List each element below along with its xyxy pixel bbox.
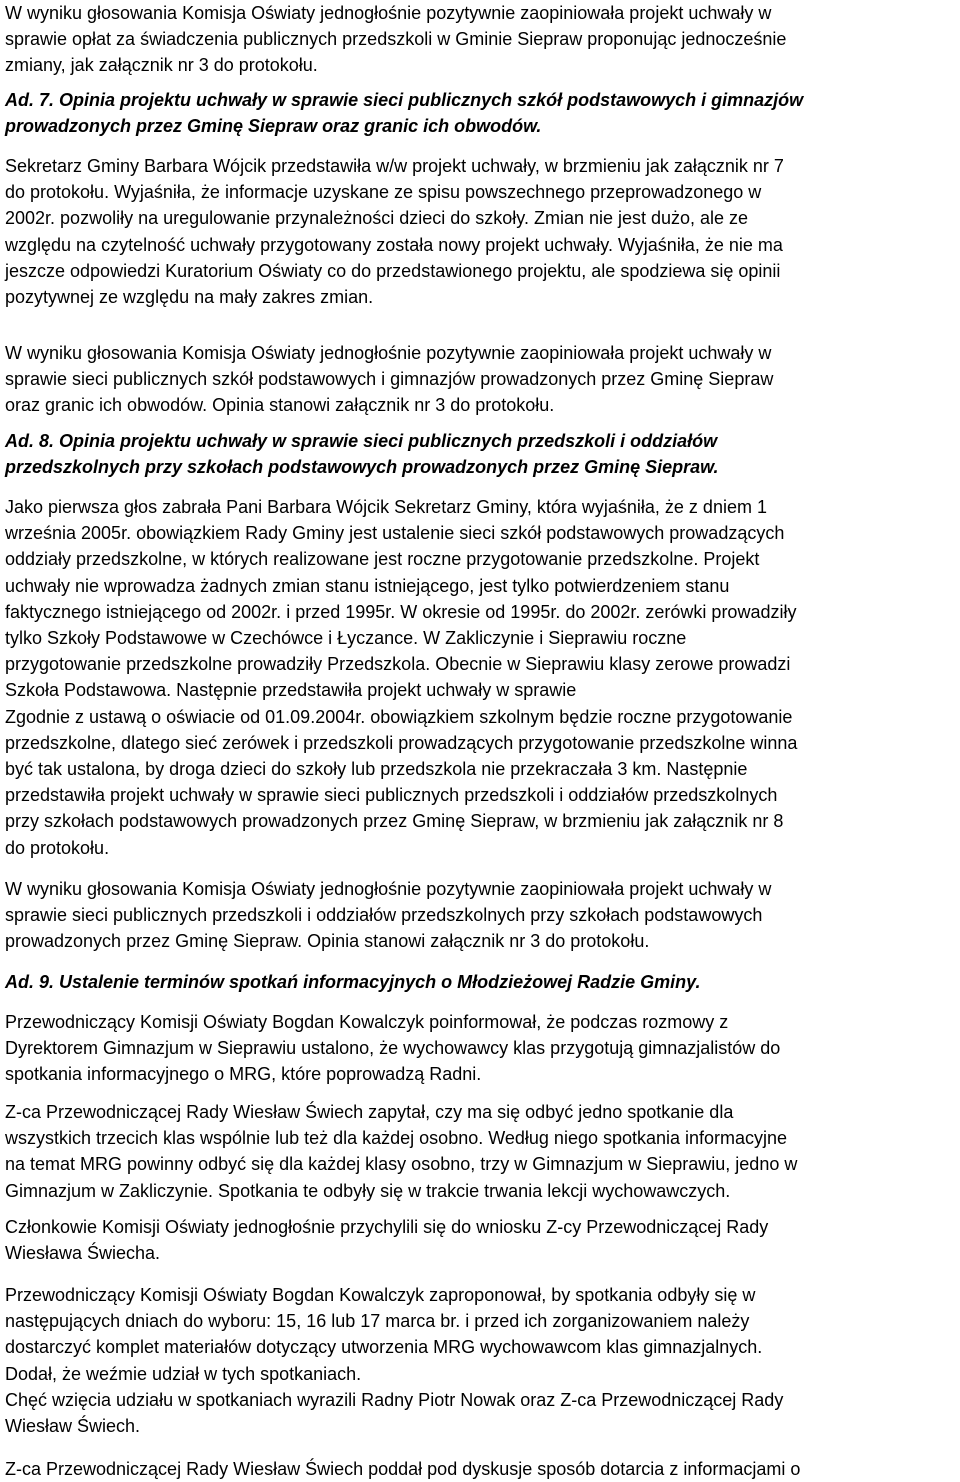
text-line: Dyrektorem Gimnazjum w Sieprawiu ustalono, że wychowawcy klas przygotują gimnazjalistów do [5,1038,781,1059]
text-line: Z-ca Przewodniczącej Rady Wiesław Świech zapytał, czy ma się odbyć jedno spotkanie dla [5,1102,734,1122]
text-line: Przewodniczący Komisji Oświaty Bogdan Kowalczyk zaproponował, by spotkania odbyły się w [5,1285,756,1305]
text-line: tylko Szkoły Podstawowe w Czechówce i Łyczance. W Zakliczynie i Sieprawiu roczne [5,628,687,649]
text-line: Z-ca Przewodniczącej Rady Wiesław Świech poddał pod dyskusje sposób dotarcia z informacjami o [5,1459,801,1479]
paragraph-ad6-vote-result [5,0,958,79]
text-line: Wiesław Świech. [5,1416,141,1437]
section-heading-ad7 [5,87,958,139]
section-heading-ad8 [5,428,958,480]
text-line: jeszcze odpowiedzi Kuratorium Oświaty co do przedstawionego projektu, ale spodziewa się opinii [5,260,781,281]
text-line: do protokołu. Wyjaśniła, że informacje uzyskane ze spisu powszechnego przeprowadzonego w [5,182,762,203]
text-line: W wyniku głosowania Komisja Oświaty jednogłośnie pozytywnie zaopiniowała projekt uchwały w [5,3,772,23]
text-line: września 2005r. obowiązkiem Rady Gminy jest ustalenie sieci szkół podstawowych prowadzących [5,523,785,544]
text-line: pozytywnej ze względu na mały zakres zmian. [5,287,374,308]
text-line: W wyniku głosowania Komisja Oświaty jednogłośnie pozytywnie zaopiniowała projekt uchwały w [5,343,772,363]
paragraph-ad9-question [5,1099,958,1204]
text-line: przygotowanie przedszkolne prowadziły Przedszkola. Obecnie w Sieprawiu klasy zerowe prowadzi [5,654,791,675]
text-line: Szkoła Podstawowa. Następnie przedstawiła projekt uchwały w sprawie [5,680,577,701]
text-line: przedszkolne, dlatego sieć zerówek i przedszkoli prowadzących przygotowanie przedszkolne winna [5,732,798,753]
paragraph-ad7-vote-result [5,340,958,419]
paragraph-ad8-vote-result [5,876,958,955]
text-line: W wyniku głosowania Komisja Oświaty jednogłośnie pozytywnie zaopiniowała projekt uchwały w [5,879,772,899]
section-heading-ad9 [5,969,958,995]
heading-line: Ad. 8. Opinia projektu uchwały w sprawie sieci publicznych przedszkoli i oddziałów [5,431,718,451]
text-line: 2002r. pozwoliły na uregulowanie przynależności dzieci do szkoły. Zmian nie jest dużo, ale ze [5,208,749,229]
text-line: Chęć wzięcia udziału w spotkaniach wyrazili Radny Piotr Nowak oraz Z-ca Przewodniczącej Rady [5,1389,784,1410]
text-line: oddziały przedszkolne, w których realizowane jest roczne przygotowanie przedszkolne. Projekt [5,549,760,570]
text-line: zmiany, jak załącznik nr 3 do protokołu. [5,55,318,76]
paragraph-ad7-body [5,153,958,310]
text-line: Przewodniczący Komisji Oświaty Bogdan Kowalczyk poinformował, że podczas rozmowy z [5,1012,729,1032]
text-line: na temat MRG powinny odbyć się dla każdej klasy osobno, trzy w Gimnazjum w Sieprawiu, jedno w [5,1154,798,1175]
text-line: Jako pierwsza głos zabrała Pani Barbara Wójcik Sekretarz Gminy, która wyjaśniła, że z dniem 1 [5,497,767,517]
heading-line: przedszkolnych przy szkołach podstawowych prowadzonych przez Gminę Siepraw. [5,457,719,478]
text-line: być tak ustalona, by droga dzieci do szkoły lub przedszkola nie przekraczała 3 km. Następnie [5,759,748,780]
text-line: sprawie sieci publicznych przedszkoli i oddziałów przedszkolnych przy szkołach podstawowych [5,905,763,926]
text-line: przy szkołach podstawowych prowadzonych przez Gminę Siepraw, w brzmieniu jak załącznik nr 8 [5,811,784,832]
paragraph-ad9-info [5,1009,958,1088]
text-line: prowadzonych przez Gminę Siepraw. Opinia stanowi załącznik nr 3 do protokołu. [5,931,650,952]
text-line: faktycznego istniejącego od 2002r. i przed 1995r. W okresie od 1995r. do 2002r. zerówki prowadziły [5,601,797,622]
text-line: dostarczyć komplet materiałów dotyczący utworzenia MRG wychowawcom klas gimnazjalnych. [5,1337,763,1358]
text-line: uchwały nie wprowadza żadnych zmian stanu istniejącego, jest tylko potwierdzeniem stanu [5,575,730,596]
text-line: spotkania informacyjnego o MRG, które poprowadzą Radni. [5,1064,482,1085]
text-line: sprawie sieci publicznych szkół podstawowych i gimnazjów prowadzonych przez Gminę Siepraw [5,369,774,390]
text-line: Gimnazjum w Zakliczynie. Spotkania te odbyły się w trakcie trwania lekcji wychowawczych. [5,1180,731,1201]
text-line: Dodał, że weźmie udział w tych spotkaniach. [5,1363,362,1384]
text-line: wszystkich trzecich klas wspólnie lub też dla każdej osobno. Według niego spotkania informacyjne [5,1128,788,1149]
text-line: przedstawiła projekt uchwały w sprawie sieci publicznych przedszkoli i oddziałów przedszkolnych [5,785,778,806]
heading-line: prowadzonych przez Gminę Siepraw oraz granic ich obwodów. [5,116,542,137]
text-line: oraz granic ich obwodów. Opinia stanowi załącznik nr 3 do protokołu. [5,395,555,416]
heading-line: Ad. 9. Ustalenie terminów spotkań informacyjnych o Młodzieżowej Radzie Gminy. [5,972,701,992]
paragraph-ad9-discussion [5,1456,958,1482]
paragraph-ad9-proposal [5,1282,958,1439]
paragraph-ad8-body [5,494,958,861]
text-line: Członkowie Komisji Oświaty jednogłośnie przychylili się do wniosku Z-cy Przewodniczącej Rady [5,1217,769,1237]
text-line: do protokołu. [5,837,110,858]
heading-line: Ad. 7. Opinia projektu uchwały w sprawie sieci publicznych szkół podstawowych i gimnazjów [5,90,804,110]
text-line: sprawie opłat za świadczenia publicznych przedszkoli w Gminie Siepraw proponując jednocześnie [5,29,787,50]
text-line: Wiesława Świecha. [5,1243,161,1264]
text-line: Sekretarz Gminy Barbara Wójcik przedstawiła w/w projekt uchwały, w brzmieniu jak załącznik nr 7 [5,156,784,176]
text-line: Zgodnie z ustawą o oświacie od 01.09.2004r. obowiązkiem szkolnym będzie roczne przygotowanie [5,706,793,727]
paragraph-ad9-agreement [5,1214,958,1266]
text-line: względu na czytelność uchwały przygotowany została nowy projekt uchwały. Wyjaśniła, że nie ma [5,234,783,255]
text-line: następujących dniach do wyboru: 15, 16 lub 17 marca br. i przed ich zorganizowaniem należy [5,1311,750,1332]
